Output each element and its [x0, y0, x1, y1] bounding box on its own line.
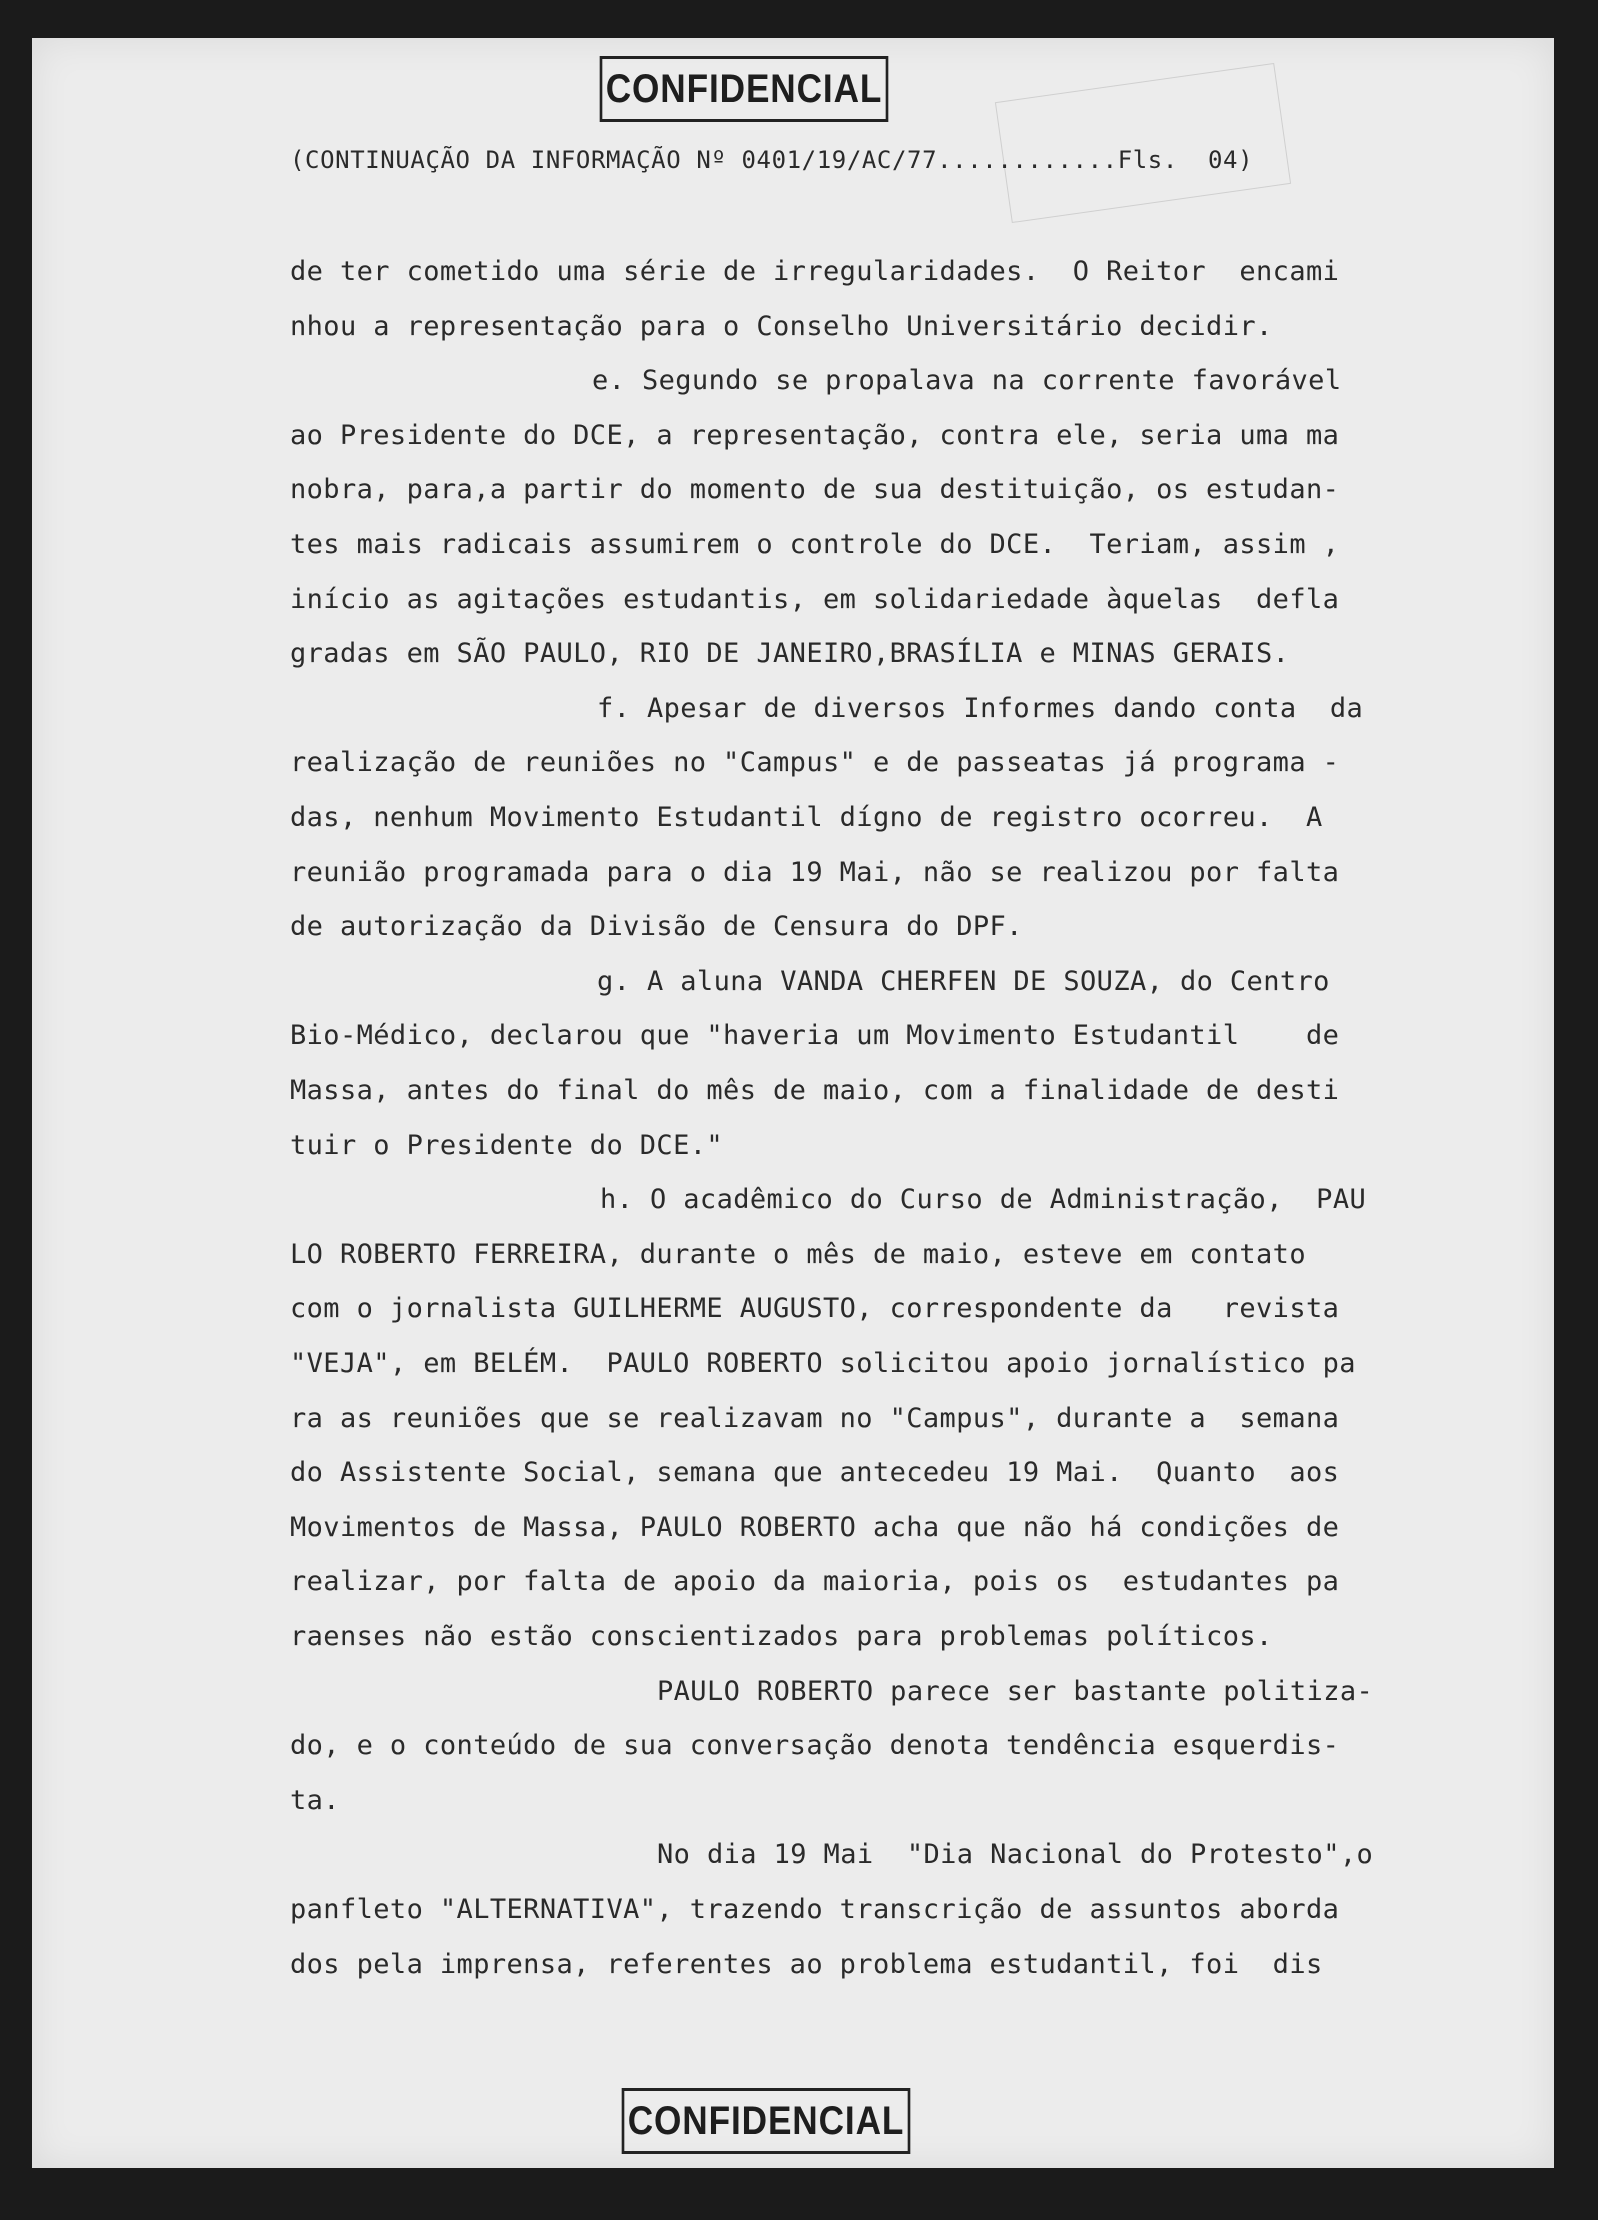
text-line: Movimentos de Massa, PAULO ROBERTO acha que não há condições de	[290, 1511, 1340, 1543]
text-line: e. Segundo se propalava na corrente favorável	[592, 365, 1342, 397]
text-line: PAULO ROBERTO parece ser bastante politiza-	[657, 1675, 1374, 1707]
folio-stamp-mark	[995, 63, 1291, 223]
text-line: realizar, por falta de apoio da maioria, pois os estudantes pa	[290, 1566, 1340, 1598]
text-line: dos pela imprensa, referentes ao problema estudantil, foi dis	[290, 1948, 1323, 1980]
text-line: realização de reuniões no "Campus" e de passeatas já programa -	[290, 747, 1340, 779]
text-line: nobra, para,a partir do momento de sua destituição, os estudan-	[290, 474, 1340, 506]
text-line: tes mais radicais assumirem o controle do DCE. Teriam, assim ,	[290, 529, 1340, 560]
text-line: No dia 19 Mai "Dia Nacional do Protesto",o	[657, 1839, 1374, 1871]
document-page	[32, 38, 1554, 2168]
confidential-stamp-bottom: CONFIDENCIAL	[622, 2088, 911, 2154]
text-line: reunião programada para o dia 19 Mai, não se realizou por falta	[290, 856, 1340, 888]
text-line: início as agitações estudantis, em solidariedade àquelas defla	[290, 583, 1340, 615]
text-line: das, nenhum Movimento Estudantil dígno de registro ocorreu. A	[290, 802, 1323, 833]
text-line: panfleto "ALTERNATIVA", trazendo transcrição de assuntos aborda	[290, 1894, 1340, 1925]
text-line: raenses não estão conscientizados para problemas políticos.	[290, 1621, 1273, 1652]
text-line: do Assistente Social, semana que antecedeu 19 Mai. Quanto aos	[290, 1457, 1340, 1489]
text-line: g. A aluna VANDA CHERFEN DE SOUZA, do Centro	[597, 965, 1330, 997]
continuation-header: (CONTINUAÇÃO DA INFORMAÇÃO Nº 0401/19/AC/77............Fls. 04)	[290, 146, 1254, 174]
text-line: tuir o Presidente do DCE."	[290, 1129, 724, 1161]
text-line: do, e o conteúdo de sua conversação denota tendência esquerdis-	[290, 1730, 1340, 1762]
text-line: de ter cometido uma série de irregularidades. O Reitor encami	[290, 256, 1340, 287]
text-line: de autorização da Divisão de Censura do DPF.	[290, 911, 1023, 943]
text-line: h. O acadêmico do Curso de Administração, PAU	[600, 1184, 1367, 1216]
confidential-stamp-top: CONFIDENCIAL	[600, 56, 889, 122]
text-line: com o jornalista GUILHERME AUGUSTO, correspondente da revista	[290, 1293, 1340, 1325]
text-line: ao Presidente do DCE, a representação, contra ele, seria uma ma	[290, 419, 1340, 451]
text-line: ta.	[290, 1784, 340, 1816]
text-line: ra as reuniões que se realizavam no "Campus", durante a semana	[290, 1402, 1340, 1434]
text-line: "VEJA", em BELÉM. PAULO ROBERTO solicitou apoio jornalístico pa	[290, 1348, 1356, 1379]
text-line: nhou a representação para o Conselho Universitário decidir.	[290, 310, 1273, 342]
text-line: LO ROBERTO FERREIRA, durante o mês de maio, esteve em contato	[290, 1238, 1306, 1270]
text-line: Massa, antes do final do mês de maio, com a finalidade de desti	[290, 1075, 1340, 1106]
text-line: f. Apesar de diversos Informes dando conta da	[597, 692, 1364, 724]
text-line: Bio-Médico, declarou que "haveria um Movimento Estudantil de	[290, 1020, 1340, 1052]
text-line: gradas em SÃO PAULO, RIO DE JANEIRO,BRASÍLIA e MINAS GERAIS.	[290, 638, 1290, 670]
